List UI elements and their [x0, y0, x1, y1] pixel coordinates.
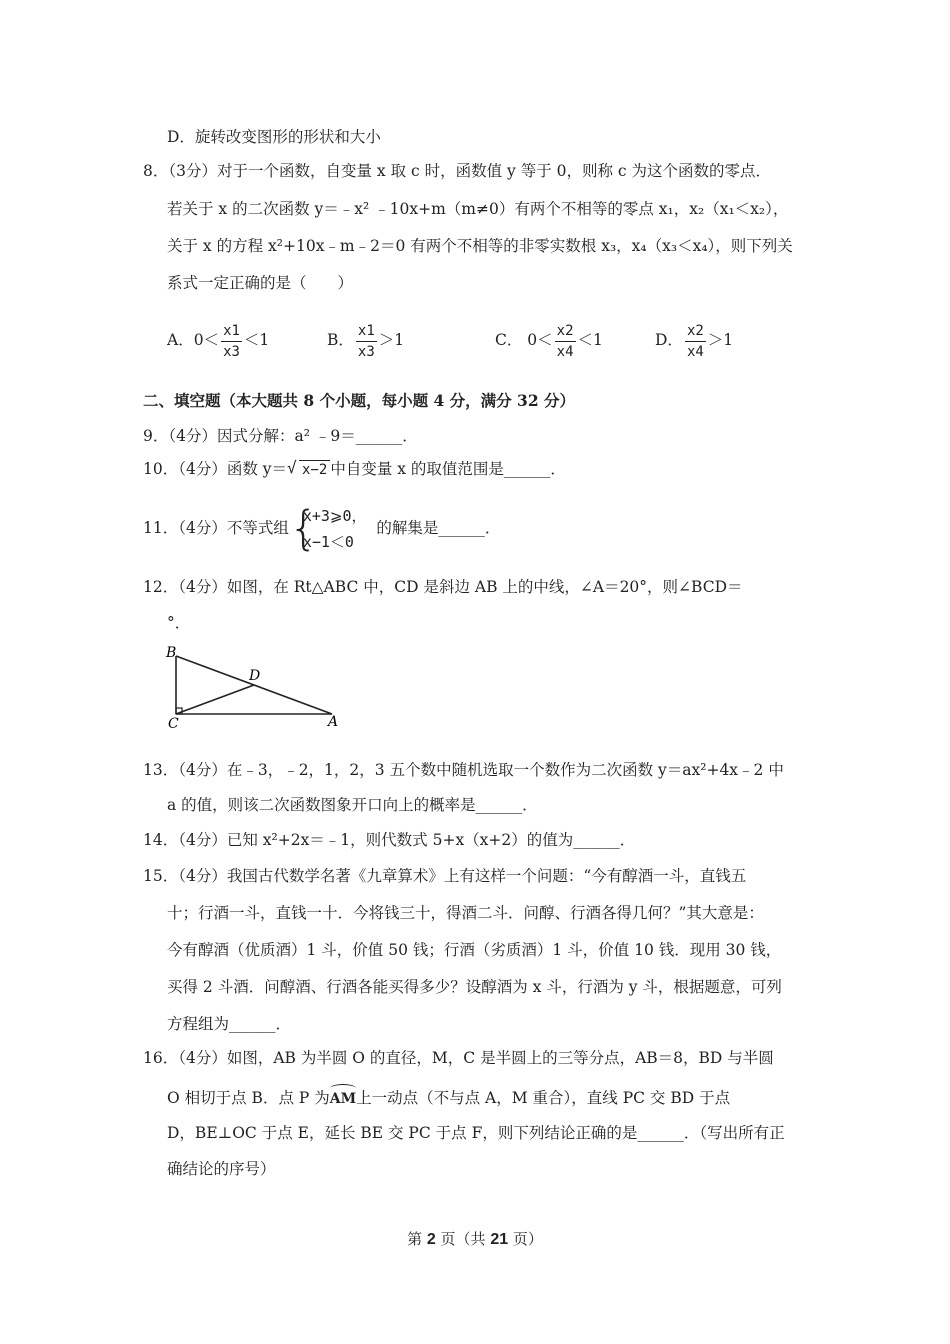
q8-option-b: B． $\frac{x1}{x3}$ ＞1: [327, 322, 405, 360]
q8-option-a: A．0＜ $\frac{x1}{x3}$ ＜1: [167, 322, 270, 360]
q13-line1: 13．（4分）在﹣3，﹣2，1，2，3 五个数中随机选取一个数作为二次函数 y＝ax²+4x﹣2 中: [143, 761, 784, 779]
q15-line3: 今有醇酒（优质酒）1 斗，价值 50 钱；行酒（劣质酒）1 斗，价值 10 钱．现用 30 钱，: [167, 941, 782, 959]
q16-line1: 16．（4分）如图，AB 为半圆 O 的直径，M，C 是半圆上的三等分点，AB＝8，BD 与半圆: [143, 1049, 774, 1067]
q16-line2: O 相切于点 B．点 P 为AM上一动点（不与点 A，M 重合），直线 PC 交 BD 于点: [167, 1084, 730, 1110]
q15-line2: 十；行酒一斗，直钱一十．今将钱三十，得酒二斗．问醇、行酒各得几何？”其大意是：: [167, 904, 764, 922]
triangle-figure: [160, 642, 350, 734]
q12-line2: °．: [167, 614, 191, 632]
q8-option-c: C． 0＜ $\frac{x2}{x4}$ ＜1: [495, 322, 603, 360]
label-a: A: [328, 714, 339, 730]
fraction: $\frac{x1}{x3}$: [357, 322, 375, 360]
q13-line2: a 的值，则该二次函数图象开口向上的概率是______．: [167, 796, 538, 814]
fraction: $\frac{x2}{x4}$: [556, 322, 574, 360]
q10: 10．（4分）函数 y＝√ x−2 中自变量 x 的取值范围是______．: [143, 458, 566, 480]
page-total: 21: [490, 1231, 509, 1248]
radical: √ x−2: [299, 460, 330, 479]
arc-notation: AM: [330, 1084, 356, 1110]
q7-option-d: D．旋转改变图形的形状和大小: [167, 128, 381, 146]
q15-line4: 买得 2 斗酒．问醇酒、行酒各能买得多少？设醇酒为 x 斗，行酒为 y 斗，根据题意，可列: [167, 978, 782, 996]
q12-line1: 12．（4分）如图，在 Rt△ABC 中，CD 是斜边 AB 上的中线，∠A＝20°，则∠BCD＝: [143, 578, 743, 596]
inequality-system: { x+3⩾0， x−1＜0: [288, 501, 367, 555]
section-heading: 二、填空题（本大题共 8 个小题，每小题 4 分，满分 32 分）: [143, 391, 576, 410]
label-d: D: [249, 668, 261, 684]
q15-line5: 方程组为______．: [167, 1015, 292, 1033]
page-footer: 第 2 页（共 21 页）: [407, 1230, 543, 1248]
q16-line4: 确结论的序号）: [167, 1160, 276, 1178]
label-c: C: [168, 716, 179, 732]
q11: 11．（4分）不等式组 { x+3⩾0， x−1＜0 的解集是______．: [143, 501, 501, 555]
q16-line3: D，BE⊥OC 于点 E，延长 BE 交 PC 于点 F，则下列结论正确的是______．（写出所有正: [167, 1124, 785, 1142]
q8-line2: 若关于 x 的二次函数 y＝﹣x² ﹣10x+m（m≠0）有两个不相等的零点 x₁，x₂（x₁＜x₂），: [167, 200, 789, 218]
label-b: B: [166, 645, 177, 661]
q9: 9．（4分）因式分解：a² ﹣9＝______．: [143, 427, 418, 445]
q8-line4: 系式一定正确的是（ ）: [167, 274, 354, 292]
q14: 14．（4分）已知 x²+2x＝﹣1，则代数式 5+x（x+2）的值为______．: [143, 831, 636, 849]
fraction: $\frac{x1}{x3}$: [223, 322, 240, 360]
q15-line1: 15．（4分）我国古代数学名著《九章算术》上有这样一个问题：“今有醇酒一斗，直钱五: [143, 867, 747, 885]
q8-option-d: D． $\frac{x2}{x4}$ ＞1: [655, 322, 734, 360]
q8-line3: 关于 x 的方程 x²+10x﹣m﹣2＝0 有两个不相等的非零实数根 x₃，x₄（x₃＜x₄），则下列关: [167, 237, 793, 255]
page-number: 2: [426, 1231, 436, 1248]
fraction: $\frac{x2}{x4}$: [686, 322, 704, 360]
q8-line1: 8．（3分）对于一个函数，自变量 x 取 c 时，函数值 y 等于 0，则称 c 为这个函数的零点．: [143, 162, 772, 180]
